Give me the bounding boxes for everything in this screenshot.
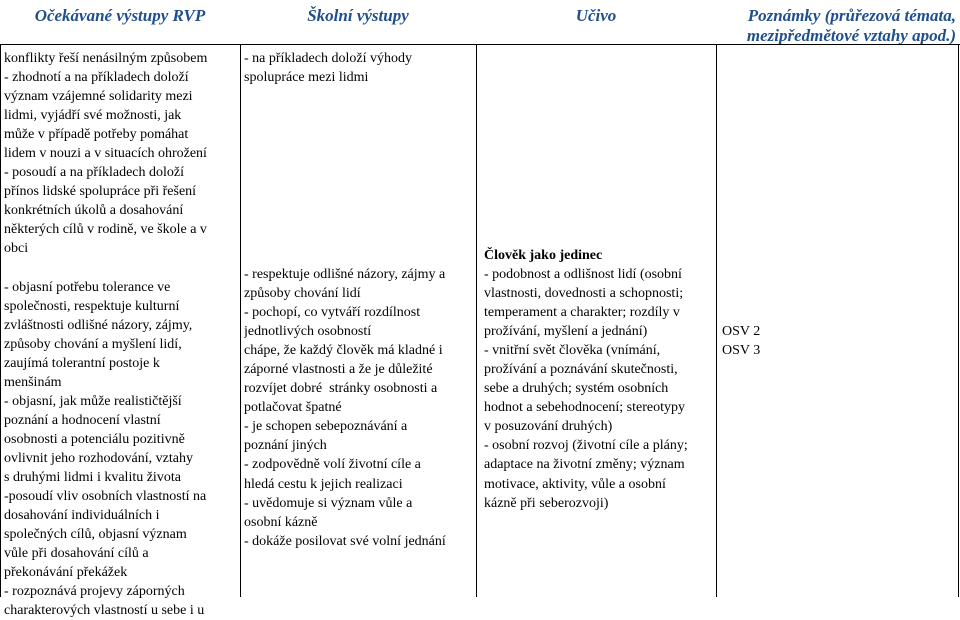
column-divider-1: [240, 44, 241, 597]
school-outputs-cell-2: - respektuje odlišné názory, zájmy a způsoby chování lidí - pochopí, co vytváří rozdílnost jednotlivých osobností chápe, že každý člověk má kladné i záporné vlastnosti a že je důležité rozvíjet dobré stránky osobnosti a potlačovat špatné - je schopen sebepoznávání a poznání jiných - zodpovědně volí životní cíle a hledá cestu k jejich realizaci - uvědomuje si význam vůle a osobní kázně - dokáže posilovat své volní jednání: [244, 267, 446, 549]
header-divider: [0, 44, 960, 45]
header-notes-line2: mezipředmětové vztahy apod.): [746, 26, 956, 45]
cross-curricular-notes-cell: OSV 2 OSV 3: [722, 324, 761, 359]
rvp-outputs-cell: konflikty řeší nenásilným způsobem - zhodnotí a na příkladech doloží význam vzájemné solidarity mezi lidmi, vyjádří své možnosti, jak může v případě potřeby pomáhat lidem v nouzi a v situacích ohrožení - posoudí a na příkladech doloží přínos lidské spolupráce při řešení konkrétních úkolů a dosahování některých cílů v rodině, ve škole a v obci - objasní potřebu tolerance ve společnosti, respektuje kulturní zvláštnosti odlišné názory, zájmy, způsoby chování a myšlení lidí, zaujímá tolerantní postoje k menšinám - objasní, jak může realističtější poznání a hodnocení vlastní osobnosti a potenciálu pozitivně ovlivnit jeho rozhodování, vztahy s druhými lidmi i kvalitu života -posoudí vliv osobních vlastností na dosahování individuálních i společných cílů, objasní význam vůle při dosahování cílů a překonávání překážek - rozpoznává projevy záporných charakterových vlastností u sebe i u: [4, 51, 208, 619]
curriculum-topic-title: Člověk jako jedinec: [484, 248, 603, 263]
table-right-border: [958, 44, 959, 597]
curriculum-cell: - podobnost a odlišnost lidí (osobní vlastnosti, dovednosti a schopnosti; temperament a charakter; rozdíly v prožívání, myšlení a jednání) - vnitřní svět člověka (vnímání, prožívání a poznávání skutečnosti, sebe a druhých; systém osobních hodnot a sebehodnocení; stereotypy v posuzování druhých) - osobní rozvoj (životní cíle a plány; adaptace na životní změny; význam motivace, aktivity, vůle a osobní kázně při seberozvoji): [484, 267, 688, 511]
table-header: [0, 0, 960, 44]
column-divider-2: [476, 44, 477, 597]
school-outputs-cell-1: - na příkladech doloží výhody spolupráce mezi lidmi: [244, 51, 412, 86]
column-divider-3: [716, 44, 717, 597]
header-notes-line1: Poznámky (průřezová témata,: [747, 6, 956, 25]
header-curriculum: Učivo: [575, 6, 617, 25]
header-school-outputs: Školní výstupy: [307, 6, 409, 25]
header-rvp-outputs: Očekávané výstupy RVP: [34, 6, 206, 25]
header-notes: [716, 6, 956, 46]
table-left-border: [0, 44, 1, 597]
